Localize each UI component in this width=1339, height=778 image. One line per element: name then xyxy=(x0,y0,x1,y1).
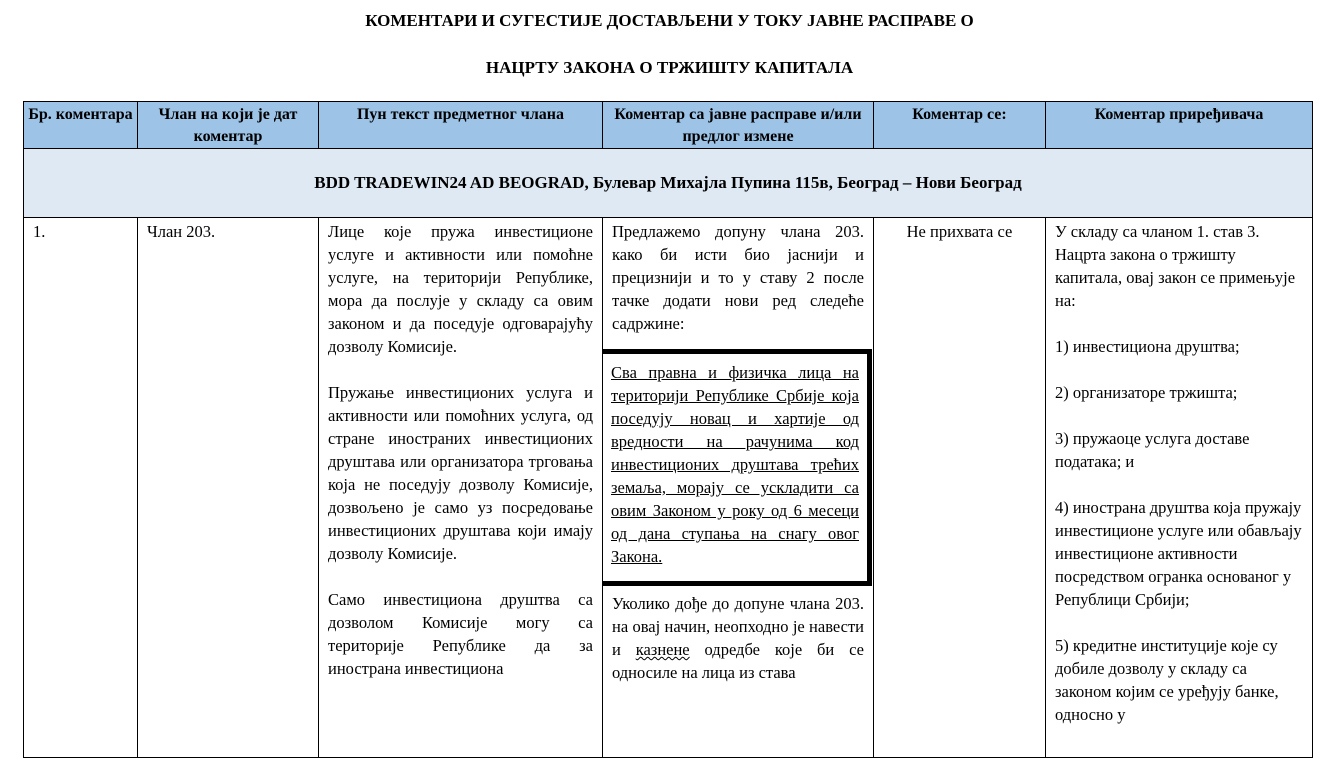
header-full-text: Пун текст предметног члана xyxy=(319,102,603,149)
response-item-1: 1) инвестициона друштва; xyxy=(1055,337,1240,356)
document-title-line-2: НАЦРТУ ЗАКОНА О ТРЖИШТУ КАПИТАЛА xyxy=(485,58,854,77)
response-item-5: 5) кредитне институције које су добиле дозволу у складу са законом којим се уређују банке, односно у xyxy=(1055,636,1279,724)
followup-highlighted-word: казнене xyxy=(635,640,690,659)
comments-table xyxy=(23,101,1313,758)
followup-text-b: одредбе које би се односиле на лица из става xyxy=(612,640,864,682)
header-comment-status: Коментар се: xyxy=(874,102,1046,149)
comment-status: Не прихвата се xyxy=(874,218,1046,758)
response-item-4: 4) инострана друштва која пружају инвестиционе услуге или обављају инвестиционе активности посредством огранка основаног у Републици Србији; xyxy=(1055,498,1302,609)
full-text-paragraph-3: Само инвестициона друштва са дозволом Комисије могу са територије Републике да за инострана инвестициона xyxy=(328,590,593,678)
comment-number: 1. xyxy=(24,218,138,758)
proposed-text-box: Сва правна и физичка лица на територији Републике Србије која поседују новац и хартије од вредности на рачунима код инвестиционих друштава трећих земаља, морају се ускладити са овим Законом у року од 6 месеци од дана ступања на снагу овог Закона. xyxy=(603,349,873,586)
header-article: Члан на који је дат коментар xyxy=(138,102,319,149)
header-preparer-comment: Коментар приређивача xyxy=(1046,102,1313,149)
comment-intro: Предлажемо допуну члана 203. како би исти био јаснији и прецизнији и то у ставу 2 после тачке додати нови ред следеће садржине: xyxy=(612,222,864,333)
response-item-3: 3) пружаоце услуга доставе података; и xyxy=(1055,429,1250,471)
table-row xyxy=(24,218,1313,758)
header-comment-proposal: Коментар са јавне расправе и/или предлог измене xyxy=(603,102,874,149)
response-paragraph-intro: У складу са чланом 1. став 3. Нацрта закона о тржишту капитала, овај закон се примењује на: xyxy=(1055,222,1296,310)
public-comment xyxy=(603,218,874,758)
comment-followup xyxy=(612,592,864,684)
article-reference: Члан 203. xyxy=(138,218,319,758)
followup-text-a: Уколико дође до допуне члана 203. на овај начин, неопходно је навести и xyxy=(612,594,864,659)
document-title-line-1: КОМЕНТАРИ И СУГЕСТИЈЕ ДОСТАВЉЕНИ У ТОКУ ЈАВНЕ РАСПРАВЕ О xyxy=(365,11,974,30)
full-text-paragraph-1: Лице које пружа инвестиционе услуге и активности или помоћне услуге, на територији Републике, мора да послује у складу са овим законом и да поседује одговарајућу дозволу Комисије. xyxy=(328,222,593,356)
article-full-text xyxy=(319,218,603,758)
header-comment-number: Бр. коментара xyxy=(24,102,138,149)
organization-name: BDD TRADEWIN24 AD BEOGRAD, Булевар Михајла Пупина 115в, Београд – Нови Београд xyxy=(24,149,1313,218)
response-item-2: 2) организаторе тржишта; xyxy=(1055,383,1238,402)
full-text-paragraph-2: Пружање инвестиционих услуга и активности или помоћних услуга, од стране иностраних инвестиционих друштава или организатора трговања која не поседују дозволу Комисије, дозвољено је само уз посредовање инвестиционих друштава који имају дозволу Комисије. xyxy=(328,383,593,563)
table-header-row xyxy=(24,102,1313,149)
organization-row xyxy=(24,149,1313,218)
preparer-response xyxy=(1046,218,1313,758)
